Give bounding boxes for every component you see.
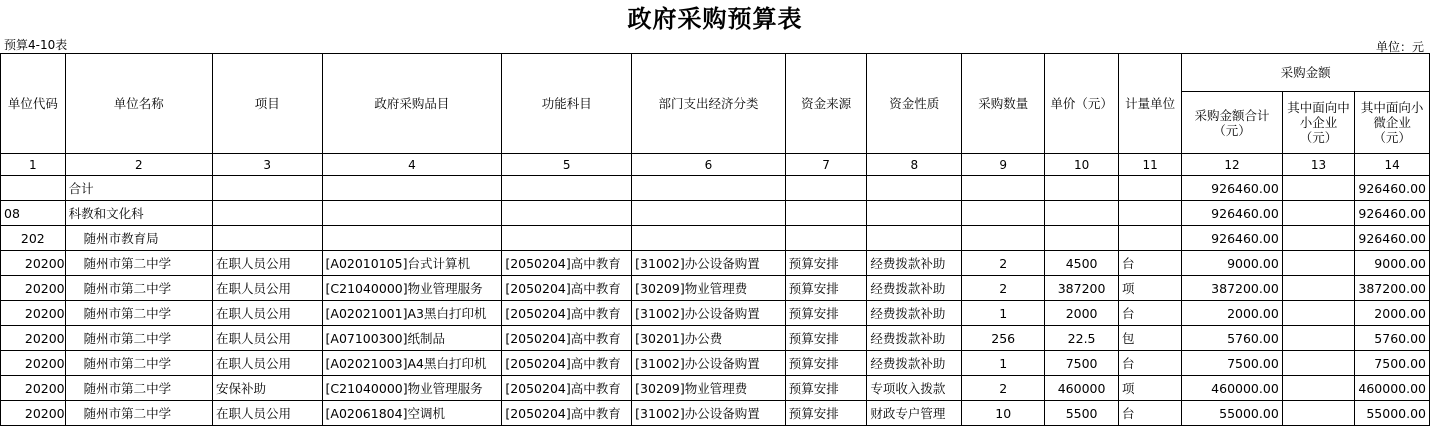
index-cell: 2 xyxy=(65,154,212,176)
index-cell: 3 xyxy=(212,154,322,176)
empty-cell xyxy=(962,201,1045,226)
econ-cell: [30209]物业管理费 xyxy=(632,276,786,301)
price-cell: 5500 xyxy=(1045,401,1119,426)
micro-cell: 460000.00 xyxy=(1355,376,1430,401)
empty-cell xyxy=(502,226,632,251)
measure-cell: 包 xyxy=(1118,326,1181,351)
unit-code-cell: 20200 xyxy=(1,326,66,351)
index-cell: 4 xyxy=(322,154,502,176)
header-micro: 其中面向小微企业（元） xyxy=(1355,92,1430,154)
page-title: 政府采购预算表 xyxy=(627,5,803,33)
header-econ: 部门支出经济分类 xyxy=(632,54,786,154)
amount-total-cell: 926460.00 xyxy=(1182,201,1283,226)
empty-cell xyxy=(1045,201,1119,226)
header-unit-code: 单位代码 xyxy=(1,54,66,154)
project-cell: 在职人员公用 xyxy=(212,276,322,301)
empty-cell xyxy=(1118,201,1181,226)
header-sme: 其中面向中小企业（元） xyxy=(1282,92,1355,154)
sme-cell xyxy=(1282,326,1355,351)
micro-cell: 55000.00 xyxy=(1355,401,1430,426)
index-cell: 14 xyxy=(1355,154,1430,176)
empty-cell xyxy=(1045,176,1119,201)
sme-cell xyxy=(1282,251,1355,276)
empty-cell xyxy=(632,201,786,226)
header-amount-group: 采购金额 xyxy=(1182,54,1430,92)
index-row xyxy=(1,154,1430,176)
sme-cell xyxy=(1282,376,1355,401)
unit-name-cell: 随州市第二中学 xyxy=(65,276,212,301)
micro-cell: 2000.00 xyxy=(1355,301,1430,326)
unit-name-cell: 随州市第二中学 xyxy=(65,301,212,326)
header-function: 功能科目 xyxy=(502,54,632,154)
empty-cell xyxy=(632,226,786,251)
fund-nature-cell: 专项收入拨款 xyxy=(867,376,962,401)
micro-cell: 926460.00 xyxy=(1355,176,1430,201)
fund-nature-cell: 经费拨款补助 xyxy=(867,351,962,376)
index-cell: 12 xyxy=(1182,154,1283,176)
function-cell: [2050204]高中教育 xyxy=(502,251,632,276)
econ-cell: [31002]办公设备购置 xyxy=(632,351,786,376)
item-cell: [A07100300]纸制品 xyxy=(322,326,502,351)
table-code: 预算4-10表 xyxy=(4,38,68,52)
unit-name-cell: 合计 xyxy=(65,176,212,201)
fund-source-cell: 预算安排 xyxy=(785,326,867,351)
measure-cell: 台 xyxy=(1118,251,1181,276)
micro-cell: 7500.00 xyxy=(1355,351,1430,376)
index-cell: 6 xyxy=(632,154,786,176)
header-project: 项目 xyxy=(212,54,322,154)
sme-cell xyxy=(1282,226,1355,251)
function-cell: [2050204]高中教育 xyxy=(502,376,632,401)
item-cell: [C21040000]物业管理服务 xyxy=(322,376,502,401)
measure-cell: 台 xyxy=(1118,351,1181,376)
measure-cell: 项 xyxy=(1118,276,1181,301)
micro-cell: 5760.00 xyxy=(1355,326,1430,351)
item-cell: [C21040000]物业管理服务 xyxy=(322,276,502,301)
budget-table xyxy=(0,53,1430,426)
amount-total-cell: 926460.00 xyxy=(1182,176,1283,201)
unit-name-cell: 随州市教育局 xyxy=(65,226,212,251)
measure-cell: 台 xyxy=(1118,301,1181,326)
project-cell: 在职人员公用 xyxy=(212,351,322,376)
unit-code-cell: 202 xyxy=(1,226,66,251)
project-cell: 在职人员公用 xyxy=(212,401,322,426)
unit-code-cell: 20200 xyxy=(1,351,66,376)
qty-cell: 1 xyxy=(962,351,1045,376)
qty-cell: 10 xyxy=(962,401,1045,426)
empty-cell xyxy=(785,226,867,251)
empty-cell xyxy=(1118,226,1181,251)
econ-cell: [31002]办公设备购置 xyxy=(632,401,786,426)
function-cell: [2050204]高中教育 xyxy=(502,351,632,376)
index-cell: 9 xyxy=(962,154,1045,176)
amount-total-cell: 9000.00 xyxy=(1182,251,1283,276)
header-amount-total: 采购金额合计（元） xyxy=(1182,92,1283,154)
econ-cell: [31002]办公设备购置 xyxy=(632,301,786,326)
unit-label: 单位：元 xyxy=(1375,40,1424,54)
summary-row xyxy=(1,226,1430,251)
index-cell: 1 xyxy=(1,154,66,176)
index-cell: 7 xyxy=(785,154,867,176)
item-cell: [A02021001]A3黑白打印机 xyxy=(322,301,502,326)
function-cell: [2050204]高中教育 xyxy=(502,301,632,326)
qty-cell: 2 xyxy=(962,251,1045,276)
micro-cell: 926460.00 xyxy=(1355,226,1430,251)
econ-cell: [30201]办公费 xyxy=(632,326,786,351)
summary-row xyxy=(1,201,1430,226)
empty-cell xyxy=(212,226,322,251)
price-cell: 387200 xyxy=(1045,276,1119,301)
item-cell: [A02061804]空调机 xyxy=(322,401,502,426)
table-row xyxy=(1,276,1430,301)
price-cell: 460000 xyxy=(1045,376,1119,401)
unit-name-cell: 科教和文化科 xyxy=(65,201,212,226)
fund-source-cell: 预算安排 xyxy=(785,301,867,326)
sme-cell xyxy=(1282,201,1355,226)
table-row xyxy=(1,301,1430,326)
unit-name-cell: 随州市第二中学 xyxy=(65,251,212,276)
project-cell: 在职人员公用 xyxy=(212,251,322,276)
unit-name-cell: 随州市第二中学 xyxy=(65,326,212,351)
header-unit-name: 单位名称 xyxy=(65,54,212,154)
price-cell: 2000 xyxy=(1045,301,1119,326)
item-cell: [A02021003]A4黑白打印机 xyxy=(322,351,502,376)
empty-cell xyxy=(322,176,502,201)
table-row xyxy=(1,326,1430,351)
unit-code-cell: 20200 xyxy=(1,301,66,326)
econ-cell: [31002]办公设备购置 xyxy=(632,251,786,276)
empty-cell xyxy=(502,201,632,226)
fund-nature-cell: 经费拨款补助 xyxy=(867,276,962,301)
sme-cell xyxy=(1282,401,1355,426)
fund-source-cell: 预算安排 xyxy=(785,351,867,376)
micro-cell: 9000.00 xyxy=(1355,251,1430,276)
table-row xyxy=(1,376,1430,401)
index-cell: 8 xyxy=(867,154,962,176)
unit-name-cell: 随州市第二中学 xyxy=(65,376,212,401)
micro-cell: 387200.00 xyxy=(1355,276,1430,301)
fund-nature-cell: 财政专户管理 xyxy=(867,401,962,426)
item-cell: [A02010105]台式计算机 xyxy=(322,251,502,276)
meta-row xyxy=(0,34,1430,54)
unit-code-cell: 20200 xyxy=(1,276,66,301)
fund-source-cell: 预算安排 xyxy=(785,376,867,401)
empty-cell xyxy=(867,176,962,201)
index-cell: 5 xyxy=(502,154,632,176)
qty-cell: 2 xyxy=(962,276,1045,301)
qty-cell: 1 xyxy=(962,301,1045,326)
empty-cell xyxy=(1045,226,1119,251)
sme-cell xyxy=(1282,276,1355,301)
fund-nature-cell: 经费拨款补助 xyxy=(867,326,962,351)
amount-total-cell: 5760.00 xyxy=(1182,326,1283,351)
qty-cell: 256 xyxy=(962,326,1045,351)
empty-cell xyxy=(962,226,1045,251)
table-row xyxy=(1,251,1430,276)
price-cell: 7500 xyxy=(1045,351,1119,376)
sme-cell xyxy=(1282,301,1355,326)
empty-cell xyxy=(632,176,786,201)
empty-cell xyxy=(212,201,322,226)
function-cell: [2050204]高中教育 xyxy=(502,401,632,426)
project-cell: 在职人员公用 xyxy=(212,301,322,326)
amount-total-cell: 7500.00 xyxy=(1182,351,1283,376)
sme-cell xyxy=(1282,176,1355,201)
unit-name-cell: 随州市第二中学 xyxy=(65,351,212,376)
unit-code-cell: 20200 xyxy=(1,401,66,426)
amount-total-cell: 55000.00 xyxy=(1182,401,1283,426)
index-cell: 10 xyxy=(1045,154,1119,176)
table-row xyxy=(1,401,1430,426)
measure-cell: 台 xyxy=(1118,401,1181,426)
econ-cell: [30209]物业管理费 xyxy=(632,376,786,401)
qty-cell: 2 xyxy=(962,376,1045,401)
header-fund-nature: 资金性质 xyxy=(867,54,962,154)
function-cell: [2050204]高中教育 xyxy=(502,326,632,351)
micro-cell: 926460.00 xyxy=(1355,201,1430,226)
unit-code-cell: 08 xyxy=(1,201,66,226)
table-row xyxy=(1,351,1430,376)
empty-cell xyxy=(502,176,632,201)
empty-cell xyxy=(962,176,1045,201)
measure-cell: 项 xyxy=(1118,376,1181,401)
empty-cell xyxy=(322,226,502,251)
amount-total-cell: 387200.00 xyxy=(1182,276,1283,301)
unit-code-cell xyxy=(1,176,66,201)
fund-nature-cell: 经费拨款补助 xyxy=(867,301,962,326)
fund-source-cell: 预算安排 xyxy=(785,276,867,301)
amount-total-cell: 2000.00 xyxy=(1182,301,1283,326)
amount-total-cell: 926460.00 xyxy=(1182,226,1283,251)
fund-source-cell: 预算安排 xyxy=(785,401,867,426)
fund-source-cell: 预算安排 xyxy=(785,251,867,276)
empty-cell xyxy=(785,201,867,226)
empty-cell xyxy=(867,201,962,226)
unit-name-cell: 随州市第二中学 xyxy=(65,401,212,426)
function-cell: [2050204]高中教育 xyxy=(502,276,632,301)
header-qty: 采购数量 xyxy=(962,54,1045,154)
project-cell: 安保补助 xyxy=(212,376,322,401)
project-cell: 在职人员公用 xyxy=(212,326,322,351)
header-fund-source: 资金来源 xyxy=(785,54,867,154)
unit-code-cell: 20200 xyxy=(1,251,66,276)
unit-code-cell: 20200 xyxy=(1,376,66,401)
empty-cell xyxy=(322,201,502,226)
fund-nature-cell: 经费拨款补助 xyxy=(867,251,962,276)
header-price: 单价（元） xyxy=(1045,54,1119,154)
amount-total-cell: 460000.00 xyxy=(1182,376,1283,401)
empty-cell xyxy=(1118,176,1181,201)
index-cell: 13 xyxy=(1282,154,1355,176)
price-cell: 22.5 xyxy=(1045,326,1119,351)
summary-row xyxy=(1,176,1430,201)
empty-cell xyxy=(867,226,962,251)
sme-cell xyxy=(1282,351,1355,376)
empty-cell xyxy=(212,176,322,201)
header-measure: 计量单位 xyxy=(1118,54,1181,154)
header-item: 政府采购品目 xyxy=(322,54,502,154)
price-cell: 4500 xyxy=(1045,251,1119,276)
empty-cell xyxy=(785,176,867,201)
index-cell: 11 xyxy=(1118,154,1181,176)
